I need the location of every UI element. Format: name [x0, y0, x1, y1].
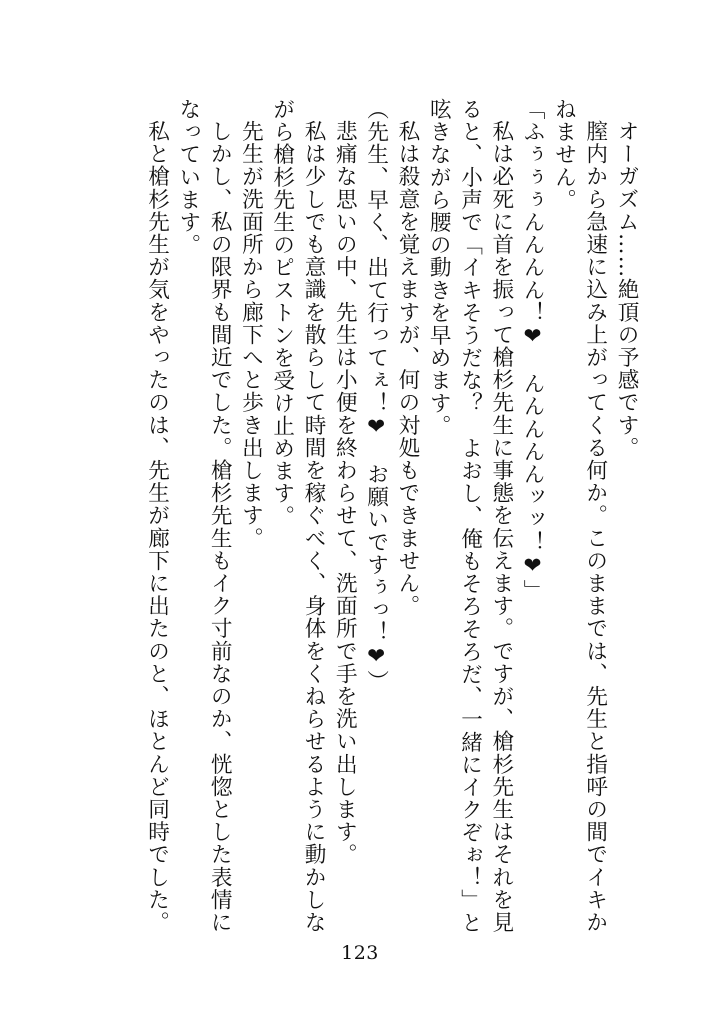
page-number: 123: [341, 942, 379, 964]
body-text: [62, 98, 642, 940]
paragraph-4: 私は必死に首を振って槍杉先生に事態を伝えます。ですが、槍杉先生はそれを見ると、小声で「イキそうだな？ よおし、俺もそろそろだ、一緒にイクぞぉ！」と呟きながら腰の動きを早めます。: [426, 98, 514, 935]
paragraph-5: 私は殺意を覚えますが、何の対処もできません。: [394, 119, 420, 617]
paragraph-10: しかし、私の限界も間近でした。槍杉先生もイク寸前なのか、恍惚とした表情になっています。: [175, 98, 233, 934]
paragraph-7: 悲痛な思いの中、先生は小便を終わらせて、洗面所で手を洗い出します。: [332, 119, 358, 866]
paragraph-11: 私と槍杉先生が気をやったのは、先生が廊下に出たのと、ほとんど同時でした。: [144, 119, 170, 934]
paragraph-3: 「ふぅぅぅんんんん！❤ んんんんんッッ！❤」: [520, 98, 546, 602]
paragraph-8: 私は少しでも意識を散らして時間を稼ぐべく、身体をくねらせるように動かしながら槍杉先生のピストンを受け止めます。: [269, 98, 327, 934]
paragraph-1: オーガズム……絶頂の予感です。: [614, 119, 639, 459]
paragraph-9: 先生が洗面所から廊下へと歩き出します。: [238, 119, 264, 549]
paragraph-2: 膣内から急速に込み上がってくる何か。このままでは、先生と指呼の間でイキかねません。: [551, 98, 608, 934]
paragraph-6: （先生、早く、出て行ってぇ！❤ お願いですぅっ！❤）: [363, 98, 389, 693]
